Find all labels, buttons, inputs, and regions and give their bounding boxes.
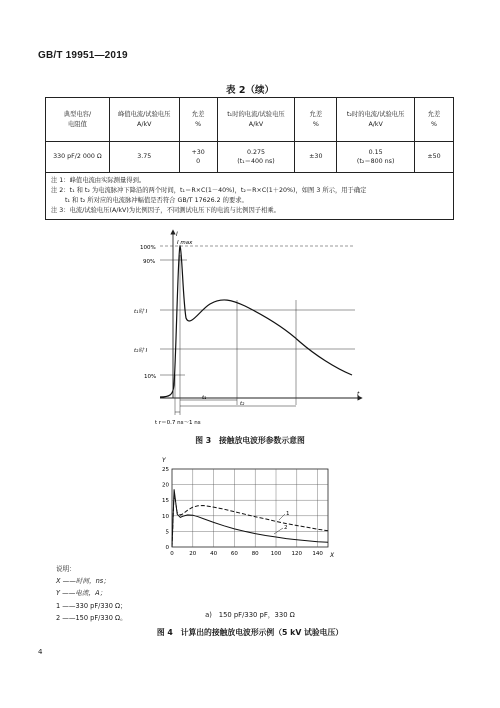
fig4-leader-1: [279, 514, 285, 520]
fig3-tick-90: 90%: [143, 259, 156, 265]
fig4-x-tick-label: 80: [251, 551, 259, 557]
cell-tolerance-1: +30 0: [179, 142, 217, 173]
legend-y: Y ——电流，A；: [56, 589, 107, 598]
cell-current-t2: 0.15 (t₂＝800 ns): [337, 142, 415, 173]
page-number: 4: [38, 648, 43, 656]
fig3-tick-t2: t₂时 I: [134, 348, 148, 354]
legend-title: 说明：: [56, 565, 76, 573]
fig3-imax: I max: [177, 240, 193, 246]
cell-capacitance: 330 pF/2 000 Ω: [46, 142, 110, 173]
fig4-plot-frame: [172, 469, 328, 547]
fig4-y-tick-label: 15: [162, 498, 169, 505]
fig3-i-label: I: [176, 231, 178, 238]
fig4-curve-label-2: 2: [284, 525, 288, 531]
cell-tolerance-2: ±30: [295, 142, 337, 173]
fig3-tr-text: t r＝0.7 ns～1 ns: [155, 420, 201, 426]
fig4-grid: [172, 469, 328, 547]
fig4-y-tick-label: 20: [162, 482, 169, 489]
col-header-current-t1: t₁时的电流/试验电压 A/kV: [217, 98, 295, 142]
cell-peak-current: 3.75: [109, 142, 179, 173]
note-1: 注 1：峰值电流由实际测量得到。: [51, 177, 146, 184]
fig3-t2-text: t₂: [240, 401, 245, 407]
cell-current-t1: 0.275 (t₁＝400 ns): [217, 142, 295, 173]
note-2-cont: t₁ 和 t₂ 所对应的电流脉冲幅值是否符合 GB/T 17626.2 的要求。: [65, 197, 248, 205]
fig4-x-tick-label: 120: [291, 551, 303, 557]
figure4-subcaption: a) 150 pF/330 pF，330 Ω: [205, 611, 295, 619]
fig4-series-1-line: [172, 492, 328, 547]
standard-id: GB/T 19951—2019: [38, 50, 128, 61]
note-2: 注 2：t₁ 和 t₂ 为电流脉冲下降沿的两个时间，t₁＝R×C(1－40%)，t₂＝R×C(1＋20%)，如图 3 所示，用于确定: [51, 187, 367, 195]
fig3-t1-text: t₁: [202, 395, 207, 401]
fig4-x-tick-label: 0: [170, 551, 174, 557]
fig4-series-2-line: [172, 489, 328, 547]
fig4-y-label: Y: [162, 457, 166, 464]
fig4-y-tick-label: 10: [162, 513, 169, 520]
col-header-tolerance-2: 允差 %: [295, 98, 337, 142]
fig4-leader-2: [274, 528, 283, 534]
figure3-caption: 图 3 接触放电波形参数示意图: [195, 436, 305, 445]
fig4-y-tick-label: 25: [162, 467, 169, 473]
legend-2: 2 ——150 pF/330 Ω。: [56, 613, 127, 622]
legend-x: X ——时间，ns；: [56, 577, 110, 586]
col-header-peak-current: 峰值电流/试验电压 A/kV: [109, 98, 179, 142]
fig4-x-tick-label: 20: [189, 551, 197, 557]
fig3-tick-10: 10%: [144, 374, 157, 380]
col-header-capacitance: 典型电容/ 电阻值: [46, 98, 110, 142]
fig4-x-tick-label: 40: [210, 551, 218, 557]
fig4-x-tick-label: 140: [312, 551, 323, 557]
note-3: 注 3：电流/试验电压(A/kV)为比例因子，不同测试电压下的电流与比例因子相乘。: [51, 207, 280, 215]
col-header-tolerance-3: 允差 %: [415, 98, 454, 142]
fig4-x-tick-label: 60: [230, 551, 238, 557]
fig3-tick-100: 100%: [140, 245, 156, 251]
fig4-y-ticks: [162, 467, 170, 551]
col-header-tolerance-1: 允差 %: [179, 98, 217, 142]
cell-tolerance-3: ±50: [415, 142, 454, 173]
fig4-y-tick-label: 5: [165, 529, 169, 536]
fig4-y-tick-label: 0: [165, 545, 169, 551]
legend-1: 1 ——330 pF/330 Ω；: [56, 601, 127, 610]
fig4-x-ticks: [170, 551, 323, 557]
table-caption: 表 2（续）: [226, 85, 274, 96]
fig4-curve-label-1: 1: [286, 511, 290, 517]
figure4-caption: 图 4 计算出的接触放电波形示例（5 kV 试验电压）: [156, 628, 344, 637]
fig3-t-label: t: [357, 391, 360, 398]
col-header-current-t2: t₂时的电流/试验电压 A/kV: [337, 98, 415, 142]
fig3-tick-t1: t₁时 I: [134, 309, 148, 315]
fig4-x-label: X: [330, 552, 335, 559]
fig4-x-tick-label: 100: [270, 551, 282, 557]
